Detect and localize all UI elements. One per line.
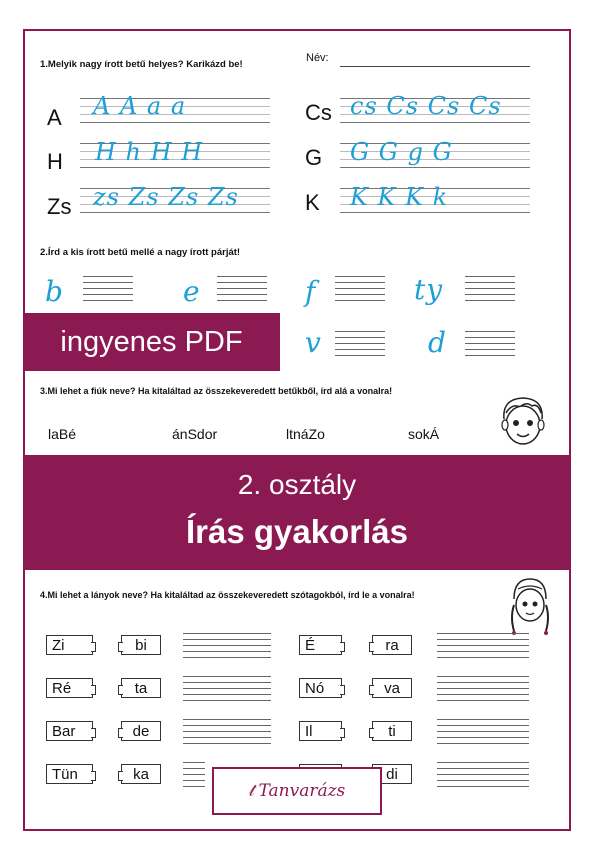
syllable-card — [46, 764, 93, 784]
syllable-card — [372, 635, 412, 655]
cursive-options: zs Zs Zs Zs — [93, 183, 239, 211]
syllable-card — [46, 678, 93, 698]
task1-letter: Cs — [305, 100, 332, 125]
syllable-text: Ré — [52, 679, 72, 697]
book-icon: 𝓉 — [248, 781, 255, 801]
task2-heading: 2.Írd a kis írott betű mellé a nagy írott párját! — [40, 247, 241, 258]
syllable-card — [121, 678, 161, 698]
syllable-text: É — [305, 636, 316, 654]
answer-lines — [183, 719, 271, 743]
answer-lines — [437, 676, 529, 700]
answer-lines — [437, 719, 529, 743]
syllable-card — [299, 635, 342, 655]
syllable-text: Nó — [305, 679, 325, 697]
task3-heading: 3.Mi lehet a fiúk neve? Ha kitaláltad az összekeveredett betűkből, írd alá a vonalra! — [40, 386, 393, 396]
cursive-options: K K K k — [350, 183, 449, 211]
syllable-text: bi — [135, 636, 147, 654]
girl-face-icon — [508, 575, 552, 637]
syllable-text: Tün — [52, 765, 78, 783]
brand-name: Tanvarázs — [258, 781, 346, 801]
task2-letter: b — [45, 275, 64, 308]
answer-lines — [335, 331, 385, 355]
syllable-card — [121, 764, 161, 784]
scrambled-word: ánSdor — [172, 426, 218, 442]
answer-lines — [183, 676, 271, 700]
answer-lines — [335, 276, 385, 300]
cursive-options: cs Cs Cs Cs — [350, 92, 502, 120]
answer-lines — [465, 331, 515, 355]
task2-letter: d — [428, 326, 447, 359]
task2-letter: v — [305, 326, 322, 359]
scrambled-word: sokÁ — [408, 426, 440, 442]
scrambled-word: laBé — [48, 426, 77, 442]
answer-lines — [465, 276, 515, 300]
name-label: Név: — [306, 52, 329, 64]
task1-letter: A — [47, 105, 62, 130]
task4-heading: 4.Mi lehet a lányok neve? Ha kitaláltad az összekeveredett szótagokból, írd le a vonalra! — [40, 590, 415, 600]
task1-letter: Zs — [47, 194, 72, 219]
title-band — [23, 455, 571, 570]
syllable-text: Zi — [52, 636, 65, 654]
task2-letter: ty — [414, 273, 444, 306]
worksheet-title: Írás gyakorlás — [186, 513, 408, 550]
answer-lines — [217, 276, 267, 300]
task2-letter: f — [305, 275, 317, 308]
syllable-text: ti — [388, 722, 396, 740]
syllable-text: Il — [305, 722, 313, 740]
boy-face-icon — [498, 393, 548, 449]
syllable-card — [372, 721, 412, 741]
syllable-text: ra — [385, 636, 399, 654]
syllable-card — [299, 678, 342, 698]
syllable-text: di — [386, 765, 398, 783]
answer-lines — [437, 633, 529, 657]
task1-letter: K — [305, 190, 320, 215]
name-line — [340, 66, 530, 67]
syllable-text: va — [384, 679, 400, 697]
task2-letter: e — [183, 275, 201, 308]
task1-letter: H — [47, 149, 63, 174]
cursive-options: A A a a — [93, 92, 187, 120]
grade-subtitle: 2. osztály — [237, 469, 357, 500]
syllable-card — [46, 635, 93, 655]
task1-heading: 1.Melyik nagy írott betű helyes? Karikázd be! — [40, 59, 243, 70]
syllable-card — [121, 635, 161, 655]
cursive-options: H h H H — [95, 138, 204, 166]
answer-lines — [83, 276, 133, 300]
task1-letter: G — [305, 145, 323, 170]
cursive-options: G G g G — [350, 138, 453, 166]
syllable-text: Bar — [52, 722, 76, 740]
scrambled-word: ltnáZo — [286, 426, 325, 442]
syllable-text: ta — [134, 679, 148, 697]
brand-logo — [212, 767, 382, 815]
syllable-text: de — [132, 722, 150, 740]
syllable-text: ka — [133, 765, 149, 783]
syllable-card — [299, 721, 342, 741]
syllable-card — [121, 721, 161, 741]
answer-lines — [183, 633, 271, 657]
syllable-card — [46, 721, 93, 741]
answer-lines — [437, 762, 529, 786]
answer-lines — [183, 762, 205, 786]
free-pdf-banner: ingyenes PDF — [23, 313, 280, 371]
syllable-card — [372, 678, 412, 698]
